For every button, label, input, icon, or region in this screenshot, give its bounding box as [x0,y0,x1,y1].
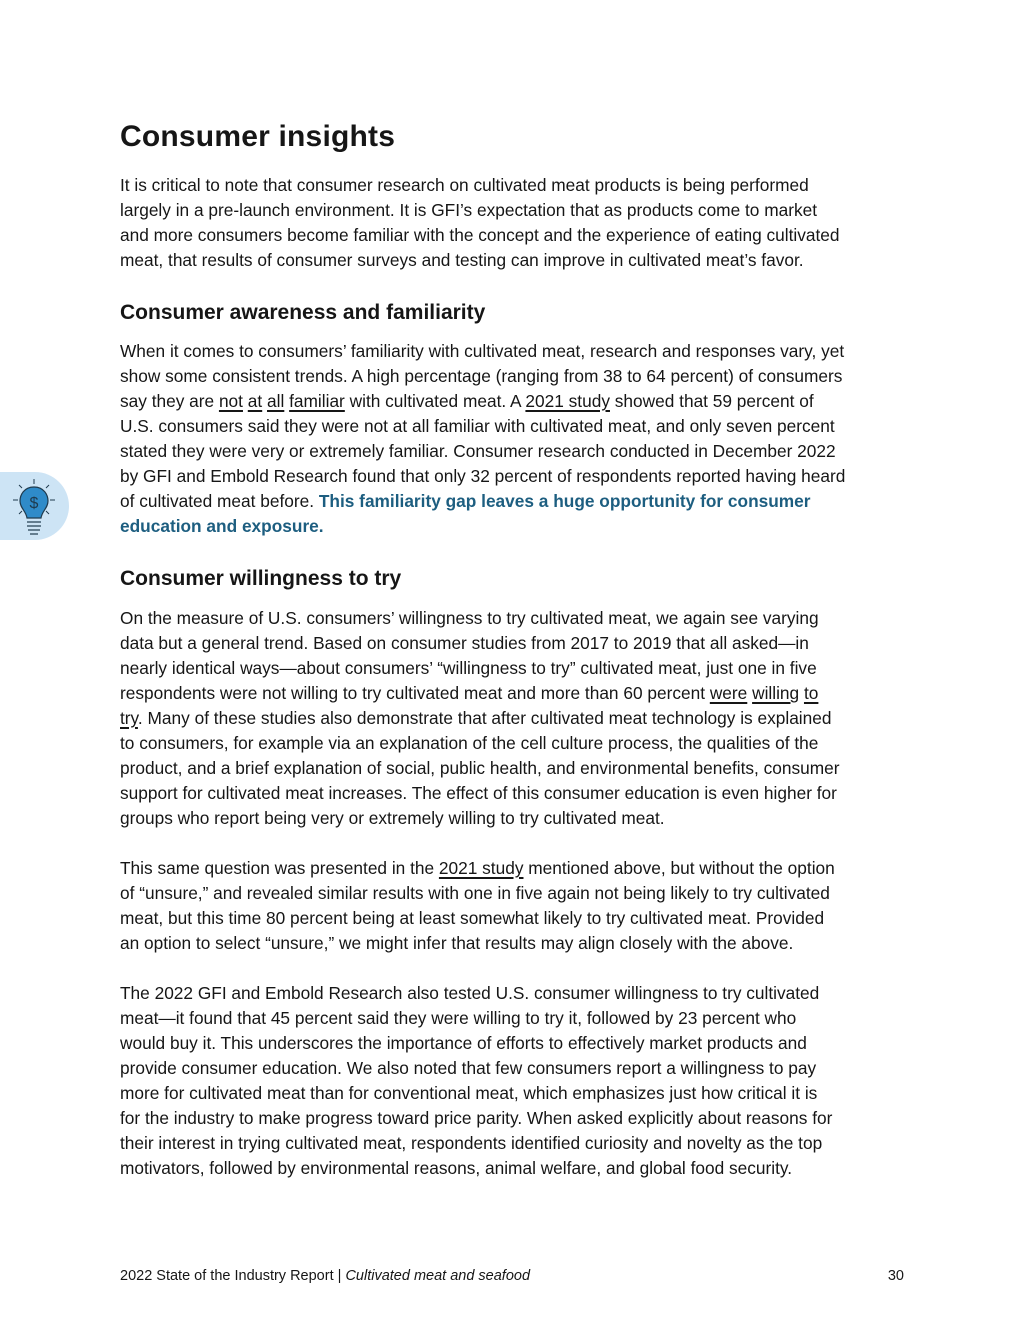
footer-title [120,1268,530,1284]
inline-link[interactable]: willing [752,683,800,703]
text-segment: with cultivated meat. A [344,391,526,411]
text-line [120,364,920,389]
text-segment: more for cultivated meat than for conventional meat, which emphasizes just how critical it is [120,1083,818,1103]
callout-icon-tab [0,472,69,540]
text-line [120,856,920,881]
footer-report: 2022 State of the Industry Report | [120,1268,346,1284]
text-segment: respondents were not willing to try cultivated meat and more than 60 percent [120,683,710,703]
text-segment: show some consistent trends. A high percentage (ranging from 38 to 64 percent) of consumers [120,366,843,386]
text-line [120,681,920,706]
page-number: 30 [887,1268,904,1284]
text-segment: When it comes to consumers’ familiarity with cultivated meat, research and responses vary, yet [120,341,845,361]
text-line [120,881,920,906]
text-segment: showed that 59 percent of [609,391,814,411]
text-line [120,981,920,1006]
text-line [120,706,920,731]
text-line [120,464,920,489]
text-segment: U.S. consumers said they were not at all familiar with cultivated meat, and only seven percent [120,416,835,436]
willingness-paragraph-3 [120,981,920,1181]
text-line [120,756,920,781]
text-segment: product, and a brief explanation of social, public health, and environmental benefits, consumer [120,758,840,778]
inline-link[interactable]: to [803,683,819,703]
text-segment: and more consumers become familiar with the concept and the experience of eating cultivated [120,225,840,245]
text-line [120,1131,920,1156]
text-segment: nearly identical ways—about consumers’ “willingness to try” cultivated meat, just one in five [120,658,817,678]
section-heading-willingness: Consumer willingness to try [120,567,402,590]
text-segment: meat, but this time 80 percent being at least somewhat likely to try cultivated meat. Provided [120,908,825,928]
text-segment: mentioned above, but without the option [523,858,835,878]
inline-link[interactable]: were [709,683,748,703]
inline-link[interactable]: 2021 study [525,391,610,411]
text-segment: meat—it found that 45 percent said they were willing to try it, followed by 23 percent who [120,1008,797,1028]
text-segment: motivators, followed by environmental reasons, animal welfare, and global food security. [120,1158,793,1178]
section-heading-awareness: Consumer awareness and familiarity [120,301,486,324]
highlighted-text: education and exposure. [120,516,324,536]
text-segment: of cultivated meat before. [120,491,319,511]
highlighted-text: This familiarity gap leaves a huge opportunity for consumer [318,491,811,511]
text-segment: . Many of these studies also demonstrate that after cultivated meat technology is explained [137,708,832,728]
text-line [120,223,920,248]
text-line [120,656,920,681]
text-line [120,389,920,414]
text-segment: This same question was presented in the [120,858,439,878]
text-segment: an option to select “unsure,” we might infer that results may align closely with the above. [120,933,794,953]
text-line [120,906,920,931]
text-segment: data but a general trend. Based on consumer studies from 2017 to 2019 that all asked—in [120,633,809,653]
text-segment: The 2022 GFI and Embold Research also tested U.S. consumer willingness to try cultivated [120,983,820,1003]
text-line [120,439,920,464]
inline-link[interactable]: familiar [289,391,345,411]
text-segment: say they are [120,391,219,411]
page-footer [120,1268,904,1284]
willingness-paragraph-1 [120,606,920,831]
text-line [120,173,920,198]
text-line [120,1006,920,1031]
text-line [120,514,920,539]
text-segment: meat, that results of consumer surveys and testing can improve in cultivated meat’s favor. [120,250,804,270]
text-line [120,731,920,756]
svg-text:$: $ [29,495,39,512]
text-segment: by GFI and Embold Research found that only 32 percent of respondents reported having heard [120,466,846,486]
text-segment: It is critical to note that consumer research on cultivated meat products is being performed [120,175,809,195]
text-segment: their interest in trying cultivated meat, respondents identified curiosity and novelty as the top [120,1133,823,1153]
text-line [120,931,920,956]
text-segment: On the measure of U.S. consumers’ willingness to try cultivated meat, we again see varying [120,608,819,628]
text-line [120,1156,920,1181]
text-line [120,489,920,514]
text-line [120,1081,920,1106]
text-line [120,248,920,273]
text-segment: for the industry to make progress toward price parity. When asked explicitly about reasons for [120,1108,833,1128]
inline-link[interactable]: at [247,391,263,411]
inline-link[interactable]: try [120,708,138,728]
text-line [120,1031,920,1056]
awareness-paragraph [120,339,920,539]
text-segment: largely in a pre-launch environment. It is GFI’s expectation that as products come to market [120,200,818,220]
text-segment: provide consumer education. We also noted that few consumers report a willingness to pay [120,1058,817,1078]
text-segment: support for cultivated meat increases. The effect of this consumer education is even higher for [120,783,837,803]
text-line [120,781,920,806]
footer-subtitle: Cultivated meat and seafood [345,1268,531,1284]
text-line [120,1106,920,1131]
text-segment: of “unsure,” and revealed similar results with one in five again not being likely to try cultivated [120,883,830,903]
text-line [120,1056,920,1081]
text-segment: stated they were very or extremely familiar. Consumer research conducted in December 2022 [120,441,836,461]
inline-link[interactable]: 2021 study [438,858,524,878]
text-line [120,414,920,439]
text-line [120,339,920,364]
page-title: Consumer insights [120,120,396,153]
inline-link[interactable]: all [267,391,285,411]
text-line [120,806,920,831]
willingness-paragraph-2 [120,856,920,956]
text-line [120,631,920,656]
intro-paragraph [120,173,920,273]
inline-link[interactable]: not [218,391,243,411]
text-segment: would buy it. This underscores the importance of efforts to effectively market products and [120,1033,807,1053]
text-segment: to consumers, for example via an explanation of the cell culture process, the qualities of the [120,733,819,753]
text-line [120,198,920,223]
text-segment: groups who report being very or extremely willing to try cultivated meat. [120,808,665,828]
text-line [120,606,920,631]
lightbulb-dollar-icon [9,476,59,540]
